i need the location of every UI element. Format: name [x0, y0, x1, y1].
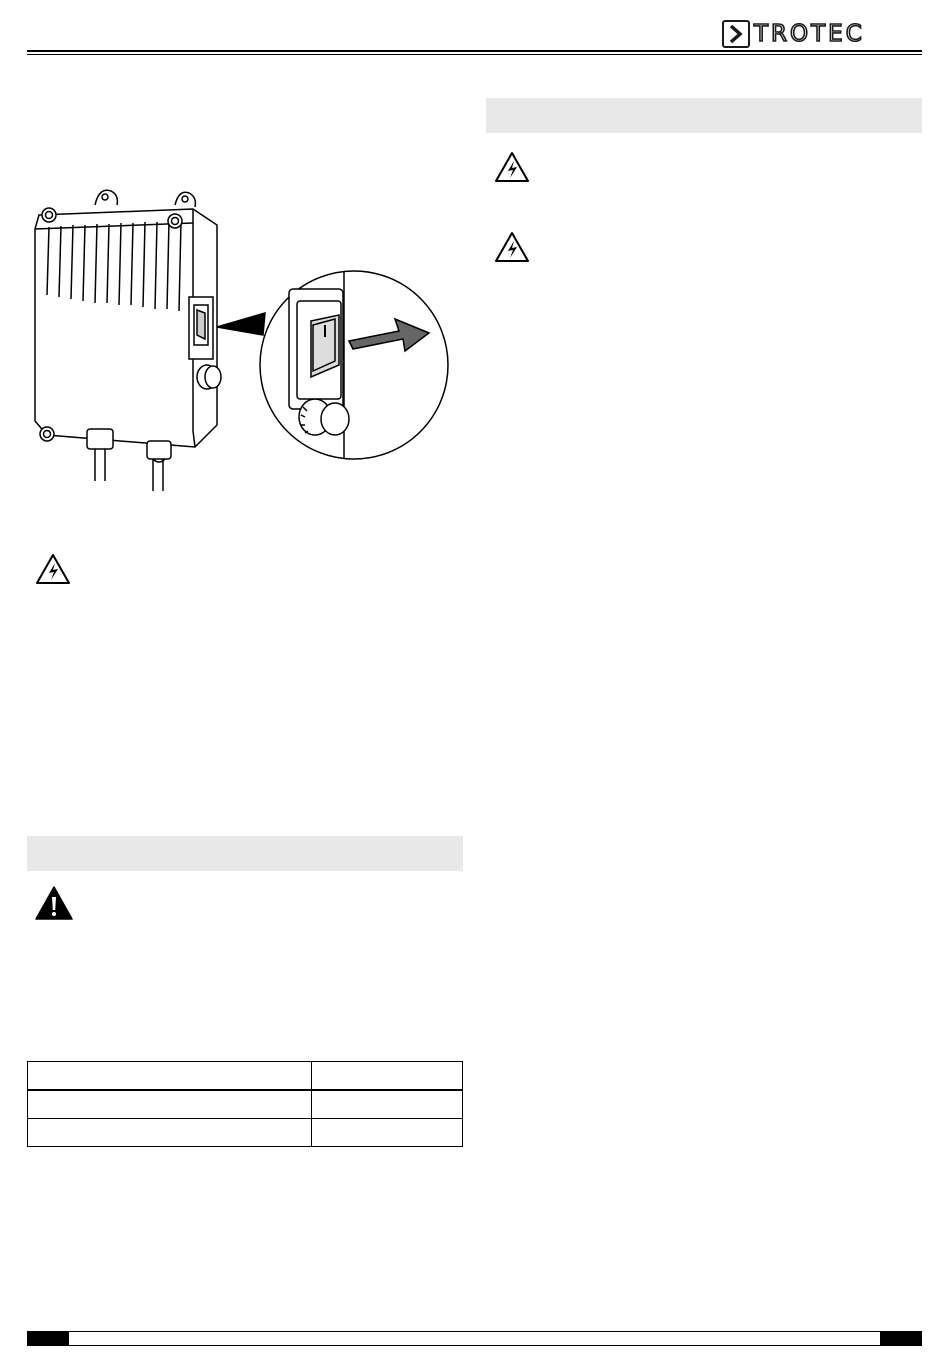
table-cell	[28, 1090, 312, 1119]
table-cell	[312, 1062, 463, 1091]
table-cell	[312, 1119, 463, 1147]
exclamation-warning-icon	[35, 885, 73, 921]
table-row	[28, 1062, 463, 1091]
footer-block-right	[880, 1331, 922, 1346]
table-cell	[28, 1062, 312, 1091]
electrical-hazard-icon	[494, 150, 530, 184]
section-heading-right	[486, 98, 922, 133]
table-cell	[28, 1119, 312, 1147]
brand-name: TROTEC	[754, 21, 865, 47]
control-box-illustration	[27, 185, 457, 495]
chevron-right-icon	[722, 20, 750, 48]
header-rule-thin	[27, 54, 922, 55]
section-heading-left	[27, 836, 463, 871]
technical-data-table	[27, 1061, 463, 1147]
header-rule	[27, 50, 922, 52]
electrical-hazard-icon	[35, 552, 71, 586]
electrical-hazard-icon	[494, 230, 530, 264]
table-cell	[312, 1090, 463, 1119]
table-row	[28, 1119, 463, 1147]
brand-logo	[722, 20, 922, 48]
footer-bar	[27, 1331, 922, 1346]
table-row	[28, 1090, 463, 1119]
footer-block-left	[27, 1331, 69, 1346]
